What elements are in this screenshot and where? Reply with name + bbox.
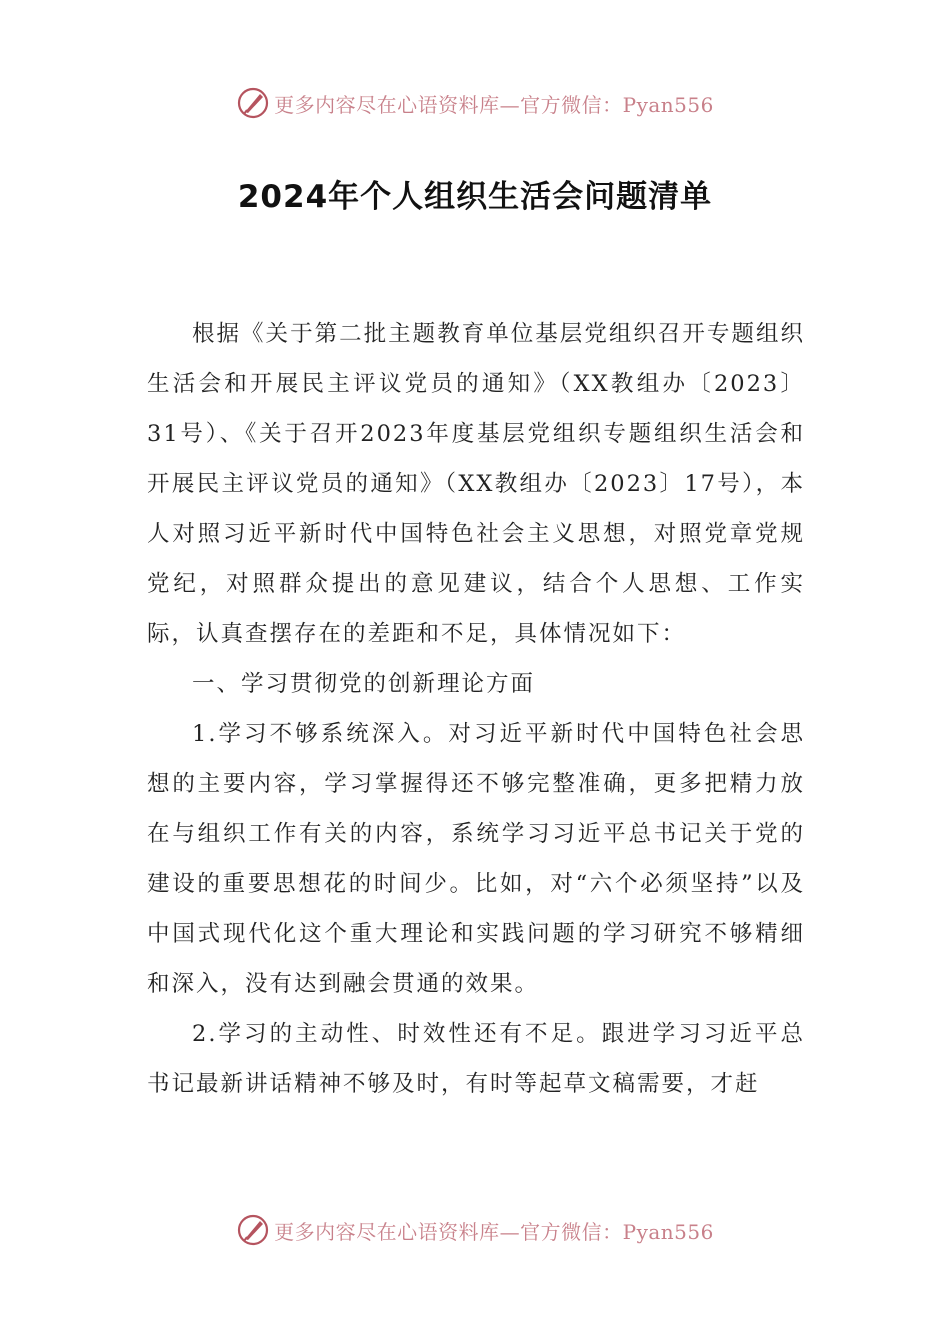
document-body (147, 309, 805, 1109)
quill-pen-icon (236, 86, 270, 120)
item-1-paragraph: 1.学习不够系统深入。对习近平新时代中国特色社会思想的主要内容，学习掌握得还不够完整准确，更多把精力放在与组织工作有关的内容，系统学习习近平总书记关于党的建设的重要思想花的时间少。比如，对“六个必须坚持”以及中国式现代化这个重大理论和实践问题的学习研究不够精细和深入，没有达到融会贯通的效果。 (147, 721, 805, 997)
footer-watermark-banner (0, 1208, 950, 1252)
page-title: 2024年个人组织生活会问题清单 (237, 179, 713, 215)
section-heading: 一、学习贯彻党的创新理论方面 (192, 671, 536, 697)
intro-paragraph: 根据《关于第二批主题教育单位基层党组织召开专题组织生活会和开展民主评议党员的通知》（XX教组办〔2023〕31号）、《关于召开2023年度基层党组织专题组织生活会和开展民主评议党员的通知》（XX教组办〔2023〕17号），本人对照习近平新时代中国特色社会主义思想，对照党章党规党纪，对照群众提出的意见建议，结合个人思想、工作实际，认真查摆存在的差距和不足，具体情况如下： (147, 321, 805, 647)
watermark-text: 更多内容尽在心语资料库—官方微信：Pyan556 (274, 92, 714, 117)
quill-pen-icon (236, 1213, 270, 1247)
header-watermark-banner (0, 81, 950, 125)
watermark-text: 更多内容尽在心语资料库—官方微信：Pyan556 (274, 1219, 714, 1244)
item-2-paragraph: 2.学习的主动性、时效性还有不足。跟进学习习近平总书记最新讲话精神不够及时，有时等起草文稿需要，才赶 (147, 1021, 805, 1097)
